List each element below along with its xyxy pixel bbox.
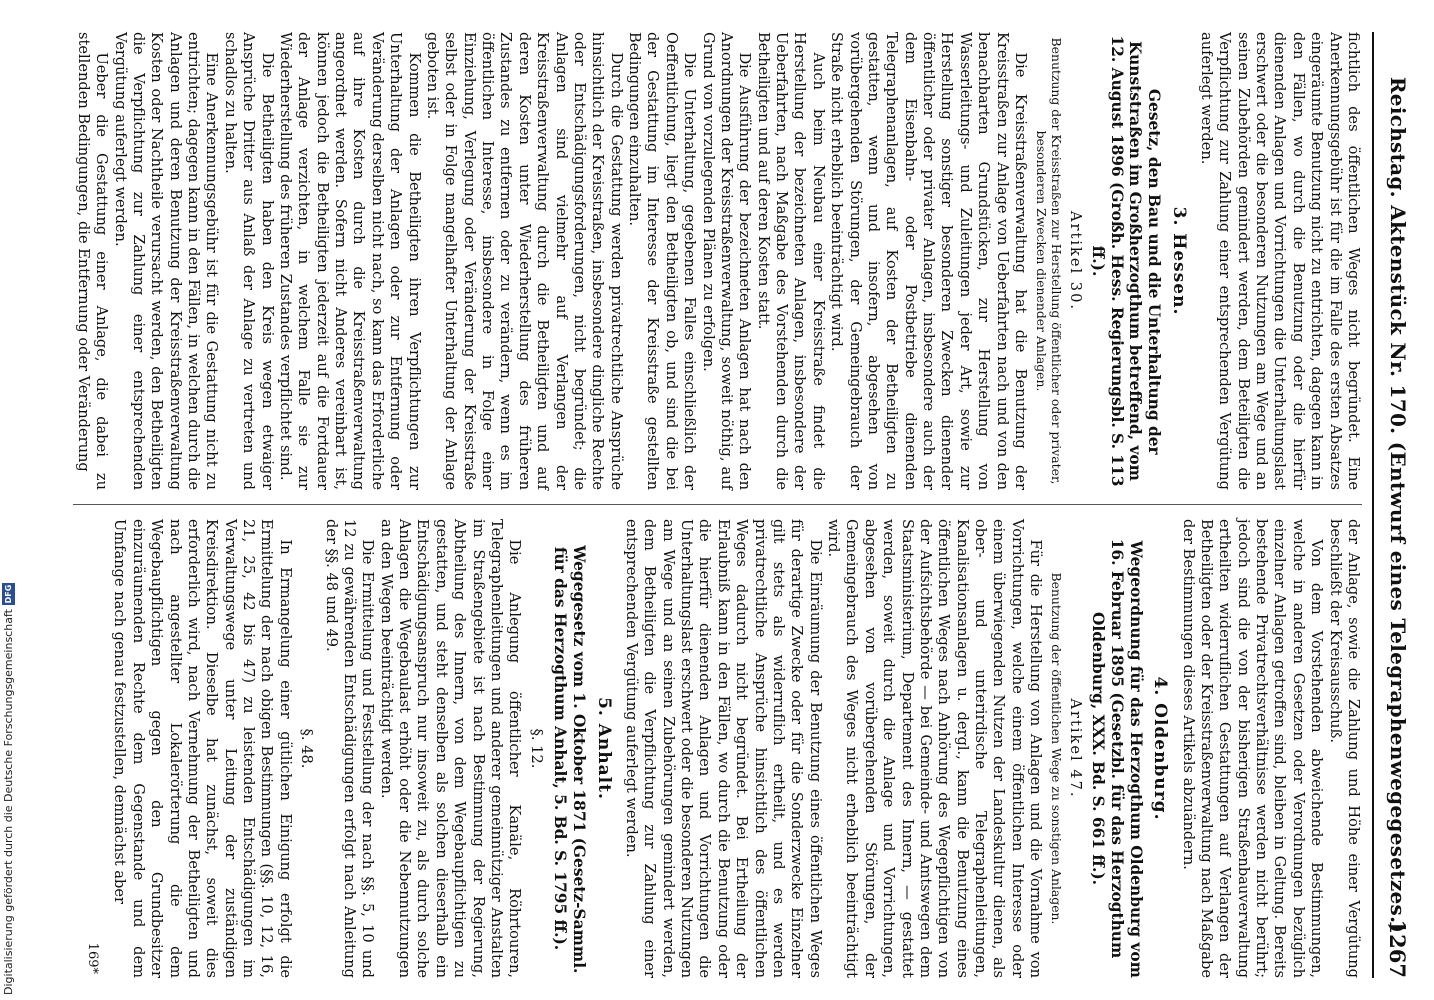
paragraph: Die Kreisstraßenverwaltung hat die Benutzung der Kreisstraßen zur Anlage von Ueberfahrten nach und von den benachbarten Grundstücken, zur Herstellung von Wasserleitungs- und Zuleitungen jeder Art, sowie zur Herstellung sonstiger besonderen Zwecken dienender öffentlicher oder privater Anlagen, insbesondere auch der dem Eisenbahn- oder Postbetriebe dienenden Telegraphenanlagen, auf Kosten der Betheiligten zu gestatten, wenn und insofern, abgesehen von vorübergehenden Störungen, der Gemeingebrauch der Straße nicht erheblich beeinträchtigt wird. [828, 32, 1029, 490]
left-column [73, 32, 1362, 505]
paragraph: Eine Anerkennungsgebühr ist für die Gestattung nicht zu entrichten; dagegen kann in den Fällen, in welchen durch die Anlagen und deren Benutzung der Kreisstraßenverwaltung Kosten oder Nachtheile verursacht werden, den Betheiligten die Verpflichtung zur Zahlung einer entsprechenden Vergütung auferlegt werden. [111, 32, 221, 490]
paragraph: Die Unterhaltung, gegebenen Falles einschließlich der Oeffentlichung, liegt den Betheiligten ob, und sind die bei der Gestattung im Interesse der Kreisstraße gestellten Bedingungen einzuhalten. [626, 32, 699, 490]
paragraph: Die Anlegung öffentlicher Kanäle, Röhrtouren, Telegraphenleitungen und anderer gemeinnütziger Anstalten im Straßengebiete ist nach Bestimmung der Regierung, Abtheilung des Innern, von dem Wegebaupflichtigen zu gestatten, und steht denselben als solchen dieserhalb ein Entschädigungsanspruch nur insoweit zu, als durch solche Anlagen die Wegebaulast erhöht oder die Nebennutzungen an den Wegen beeinträchtigt werden. [377, 519, 524, 978]
paragraph: In Ermangelung einer gütlichen Einigung erfolgt die Ermittelung der nach obigen Bestimmungen (§§. 10, 12, 16, 21, 25, 42 bis 47) zu leistenden Entschädigungen im Verwaltungswege unter Leitung der zuständigen Kreisdirektion. Dieselbe hat zunächst, soweit dies erforderlich wird, nach Vernehmung der Betheiligten und nach angestellter Lokalerörterung die dem Wegebaupflichtigen gegen den Grundbesitzer einzuräumenden Rechte dem Gegenstande und dem Umfange nach genau festzustellen, demnächst aber [111, 519, 294, 978]
paragraph: Die Ausführung der bezeichneten Anlagen hat nach den Anordnungen der Kreisstraßenverwaltung, soweit nöthig, auf Grund von vorzulegenden Plänen zu erfolgen. [699, 32, 754, 490]
paragraph: Auch beim Neubau einer Kreisstraße findet die Herstellung der bezeichneten Anlagen, insbesondere der Ueberfahrten, nach Maßgabe des Vorstehenden durch die Betheiligten und auf deren Kosten statt. [754, 32, 827, 490]
article-heading: Artikel 47. [1067, 698, 1085, 799]
paragraph: fichtlich des öffentlichen Weges nicht begründet. Eine Anerkennungsgebühr ist für die im Falle des ersten Absatzes eingeräumte Benutzung nicht zu entrichten, dagegen kann in den Fällen, wo durch die Benutzung oder die hierfür dienenden Anlagen und Vorrichtungen die Unterhaltungslast erschwert oder die besonderen Nutzungen am Wege und an seinen Zubehörden gemindert werden, dem Beteiligten die Verpflichtung zur Zahlung einer entsprechenden Vergütung auferlegt werden. [1198, 32, 1362, 490]
paragraph: Die Ermittelung und Feststellung der nach §§. 5, 10 und 12 zu gewährenden Entschädigungen erfolgt nach Anleitung der §§. 48 und 49. [322, 519, 377, 978]
paragraph: Von dem Vorstehenden abweichende Bestimmungen, welche in anderen Gesetzen oder Verordnungen bezüglich einzelner Anlagen getroffen sind, bleiben in Geltung. Bereits bestehende Privatrechtsverhältnisse werden nicht berührt; jedoch sind die von der bisherigen Straßenbauverwaltung ertheilten widerruflichen Gestattungen auf Verlangen der Betheiligten oder der Kreisstraßenverwaltung nach Maßgabe der Bestimmungen dieses Artikels abzuändern. [1179, 519, 1326, 978]
digitization-text: Digitalisierung gefördert durch die Deutsche Forschungsgemeinschaft [2, 609, 15, 995]
text-columns [73, 32, 1362, 978]
paragraph: Für die Herstellung von Anlagen und die Vornahme von Vorrichtungen, welche einem öffentlichen Interesse oder einem überwiegenden Nutzen der Landeskultur dienen, als ober- und unterirdische Telegraphenleitungen, Kanalisationsanlagen u. dergl., kann die Benutzung eines öffentlichen Weges nach Anhörung des Wegepflichtigen von der Aufsichtsbehörde — bei Gemeinde- und Amtswegen dem Staatsministerium, Departement des Innern, — gestattet werden, soweit durch die Anlage und Vorrichtungen, abgesehen von vorübergehenden Störungen, der Gemeingebrauch des Weges nicht erheblich beeinträchtigt wird. [825, 519, 1045, 978]
article-heading: Artikel 30. [1067, 210, 1085, 312]
dfg-logo-icon: DFG [4, 584, 13, 604]
law-title: Wegeordnung für das Herzogthum Oldenburg vom 16. Februar 1895 (Gesetzbl. für das Herzogthum Oldenburg, XXX. Bd. S. 661 ff.). [1089, 538, 1145, 978]
section-heading: §. 12. [527, 728, 545, 769]
paragraph: Durch die Gestattung werden privatrechtliche Ansprüche hinsichtlich der Kreisstraßen, insbesondere dingliche Rechte oder Entschädigungsforderungen, nicht begründet; die Anlagen sind vielmehr auf Verlangen der Kreisstraßenverwaltung durch die Betheiligten und auf deren Kosten unter Wiederherstellung des früheren Zustandes zu entfernen oder zu verändern, wenn es im öffentlichen Interesse, insbesondere in Folge einer Einziehung, Verlegung oder Veränderung der Kreisstraße selbst oder in Folge mangelhafter Unterhaltung der Anlage geboten ist. [423, 32, 625, 490]
page-number: 1267 [1385, 919, 1410, 978]
law-title: Gesetz, den Bau und die Unterhaltung der Kunststraßen im Großherzogthum betreffend, vom 12. August 1896 (Großh. Hess. Regierungsbl. S. 113 ff.). [1088, 35, 1164, 487]
signature-mark: 169* [85, 942, 101, 974]
paragraph: Kommen die Betheiligten ihren Verpflichtungen zur Unterhaltung der Anlagen oder zur Entfernung oder Veränderung derselben nicht nach, so kann das Erforderliche auf ihre Kosten durch die Kreisstraßenverwaltung angeordnet werden. Sofern nicht Anderes vereinbart ist, können jedoch die Betheiligten jederzeit auf die Fortdauer der Anlage verzichten, in welchem Falle sie zur Wiederherstellung des früheren Zustandes verpflichtet sind. [276, 32, 423, 490]
paragraph: Die Einräumung der Benutzung eines öffentlichen Weges für derartige Zwecke oder für die Sonderzwecke Einzelner gilt stets als widerruflich ertheilt, und es werden privatrechtliche Ansprüche hinsichtlich des öffentlichen Weges dadurch nicht begründet. Bei Ertheilung der Erlaubniß kann in den Fällen, wo durch die Benutzung oder die hierfür dienenden Anlagen und Vorrichtungen die Unterhaltungslast erschwert oder die besonderen Nutzungen am Wege und an seinen Zubehörungen gemindert werden, dem Betheiligten die Verpflichtung zur Zahlung einer entsprechenden Vergütung auferlegt werden. [623, 519, 824, 978]
state-heading: 5. Anhalt. [593, 697, 614, 800]
article-subject: Benutzung der öffentlichen Wege zu sonstigen Anlagen. [1049, 572, 1065, 925]
page-title: Reichstag. Aktenstück Nr. 170. (Entwurf eines Telegraphenwegegesetzes.) [1386, 76, 1410, 934]
digitization-note [2, 583, 15, 995]
page-header [1372, 32, 1414, 978]
state-heading: 4. Oldenburg. [1150, 676, 1171, 821]
right-column [73, 505, 1362, 978]
article-subject: Benutzung der Kreisstraßen zur Herstellung öffentlicher oder privater, besonderen Zwecken dienender Anlagen. [1033, 37, 1064, 485]
paragraph: Die Betheiligten haben den Kreis wegen etwaiger Ansprüche Dritter aus Anlaß der Anlage zu vertreten und schadlos zu halten. [221, 32, 276, 490]
paragraph: Ueber die Gestattung einer Anlage, die dabei zu stellenden Bedingungen, die Entfernung oder Veränderung [74, 32, 111, 490]
document-page [17, 0, 1422, 1000]
law-title: Wegegesetz vom 1. Oktober 1871 (Gesetz-Samml. für das Herzogthum Anhalt, 5. Bd. S. 1795 ff.). [551, 545, 589, 974]
state-heading: 3. Hessen. [1168, 206, 1189, 316]
paragraph: der Anlage, sowie die Zahlung und Höhe einer Vergütung beschließt der Kreisausschuß. [1326, 519, 1362, 978]
section-heading: §. 48. [298, 728, 316, 769]
